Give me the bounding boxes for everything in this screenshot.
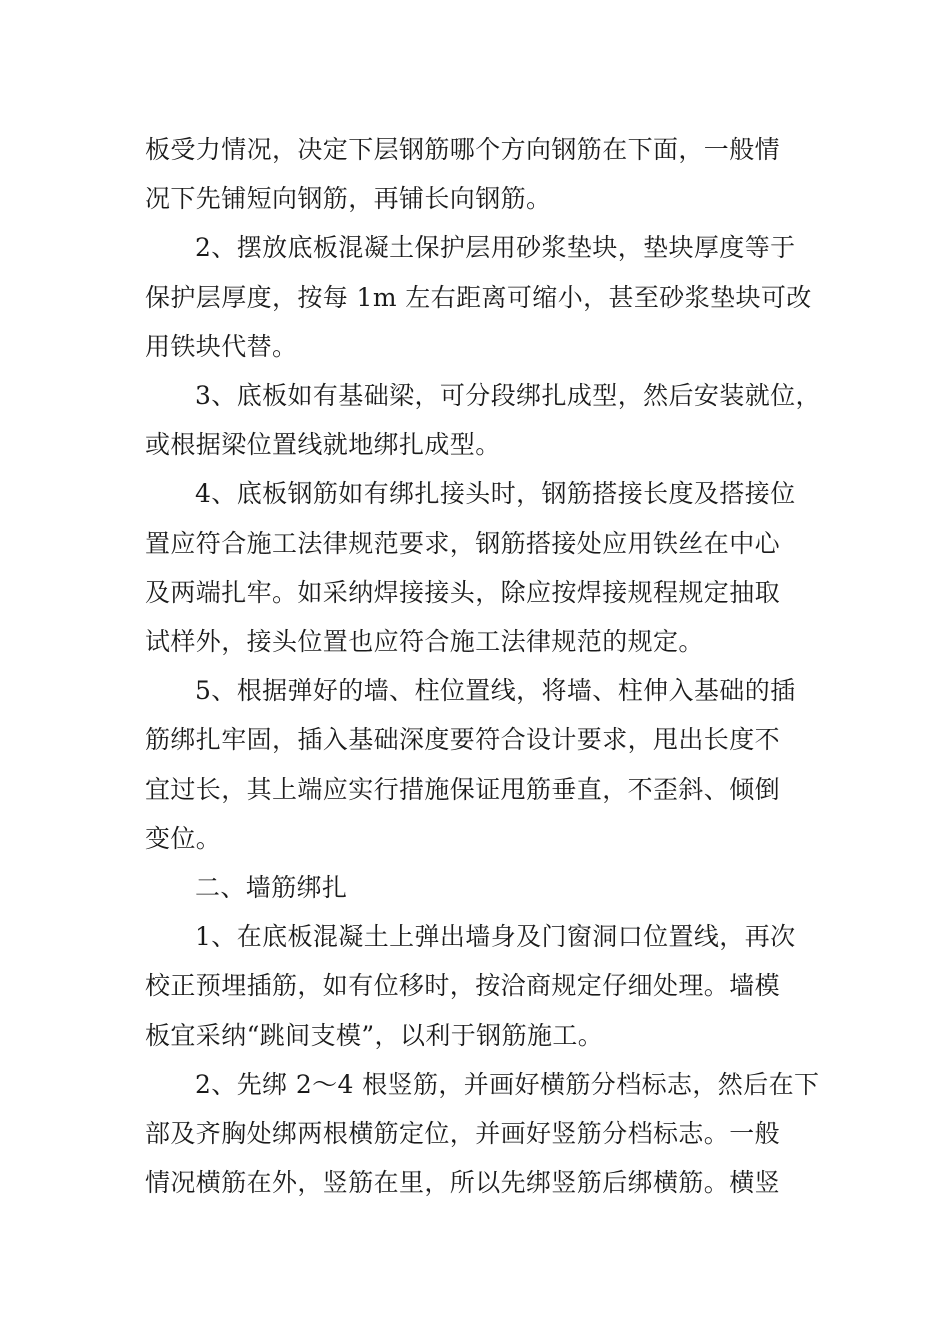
text-line: 况下先铺短向钢筋，再铺长向钢筋。: [145, 184, 552, 214]
text-line: 或根据梁位置线就地绑扎成型。: [145, 430, 501, 460]
text-line: 置应符合施工法律规范要求，钢筋搭接处应用铁丝在中心: [145, 528, 781, 558]
text-line: 试样外，接头位置也应符合施工法律规范的规定。: [145, 627, 704, 657]
text-line: 保护层厚度，按每 1m 左右距离可缩小，甚至砂浆垫块可改: [145, 282, 812, 312]
text-line: 部及齐胸处绑两根横筋定位，并画好竖筋分档标志。一般: [145, 1119, 781, 1149]
document-body: [145, 125, 821, 1207]
text-line: 筋绑扎牢固，插入基础深度要符合设计要求，甩出长度不: [145, 725, 781, 755]
text-line: 2、先绑 2～4 根竖筋，并画好横筋分档标志，然后在下: [195, 1069, 820, 1099]
text-line: 板受力情况，决定下层钢筋哪个方向钢筋在下面，一般情: [145, 135, 781, 164]
text-line: 板宜采纳“跳间支模”，以利于钢筋施工。: [145, 1020, 604, 1050]
text-line: 2、摆放底板混凝土保护层用砂浆垫块，垫块厚度等于: [195, 233, 796, 263]
text-line: 4、底板钢筋如有绑扎接头时，钢筋搭接长度及搭接位: [195, 479, 796, 509]
text-line: 1、在底板混凝土上弹出墙身及门窗洞口位置线，再次: [195, 922, 796, 952]
text-line: 变位。: [145, 823, 222, 853]
text-line: 用铁块代替。: [145, 331, 298, 361]
text-line: 校正预埋插筋，如有位移时，按洽商规定仔细处理。墙模: [145, 971, 781, 1001]
text-line: 3、底板如有基础梁，可分段绑扎成型，然后安装就位，: [195, 381, 821, 411]
text-line: 情况横筋在外，竖筋在里，所以先绑竖筋后绑横筋。横竖: [145, 1168, 781, 1198]
text-line: 宜过长，其上端应实行措施保证甩筋垂直，不歪斜、倾倒: [145, 774, 781, 804]
text-line: 及两端扎牢。如采纳焊接接头，除应按焊接规程规定抽取: [145, 577, 781, 607]
text-line: 5、根据弹好的墙、柱位置线，将墙、柱伸入基础的插: [195, 676, 796, 706]
section-heading: 二、墙筋绑扎: [195, 873, 348, 903]
